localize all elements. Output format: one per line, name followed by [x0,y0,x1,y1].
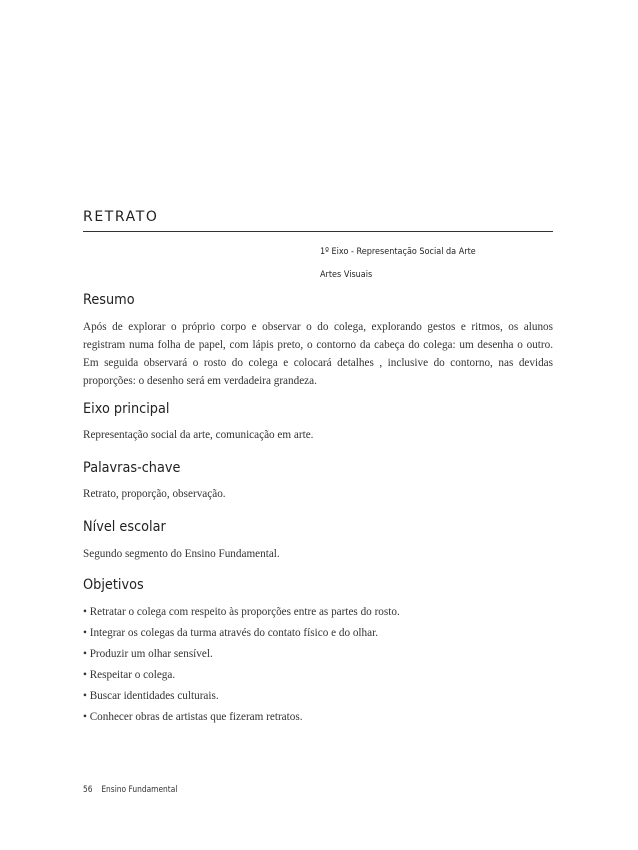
list-item: • Conhecer obras de artistas que fizeram retratos. [83,711,303,723]
resumo-text: Após de explorar o próprio corpo e observar o do colega, explorando gestos e ritmos, os alunos registram numa folha de papel, com lápis preto, o contorno da cabeça do colega: um desenha o outro. Em seguida observará o rosto do colega e colocará detalhes , inclusive do contorno, nas devidas proporções: o desenho será em verdadeira grandeza. [83,321,553,387]
page-number: 56 [83,785,93,795]
list-item: • Retratar o colega com respeito às proporções entre as partes do rosto. [83,606,400,618]
list-item: • Produzir um olhar sensível. [83,648,213,660]
page-title: RETRATO [83,209,159,225]
title-divider [83,231,553,232]
palavras-text: Retrato, proporção, observação. [83,488,226,500]
list-item: • Respeitar o colega. [83,669,176,681]
page-footer [83,785,177,795]
resumo-heading: Resumo [83,292,135,308]
objetivos-list [83,603,553,729]
palavras-heading: Palavras-chave [83,460,181,476]
footer-label: Ensino Fundamental [101,785,178,795]
discipline-label: Artes Visuais [320,270,373,280]
axis-label: 1º Eixo - Representação Social da Arte [320,247,476,257]
list-item: • Buscar identidades culturais. [83,690,219,702]
nivel-heading: Nível escolar [83,519,166,535]
objetivos-heading: Objetivos [83,577,144,593]
eixo-text: Representação social da arte, comunicação em arte. [83,429,314,441]
list-item: • Integrar os colegas da turma através do contato físico e do olhar. [83,627,378,639]
nivel-text: Segundo segmento do Ensino Fundamental. [83,548,280,560]
eixo-heading: Eixo principal [83,401,170,417]
